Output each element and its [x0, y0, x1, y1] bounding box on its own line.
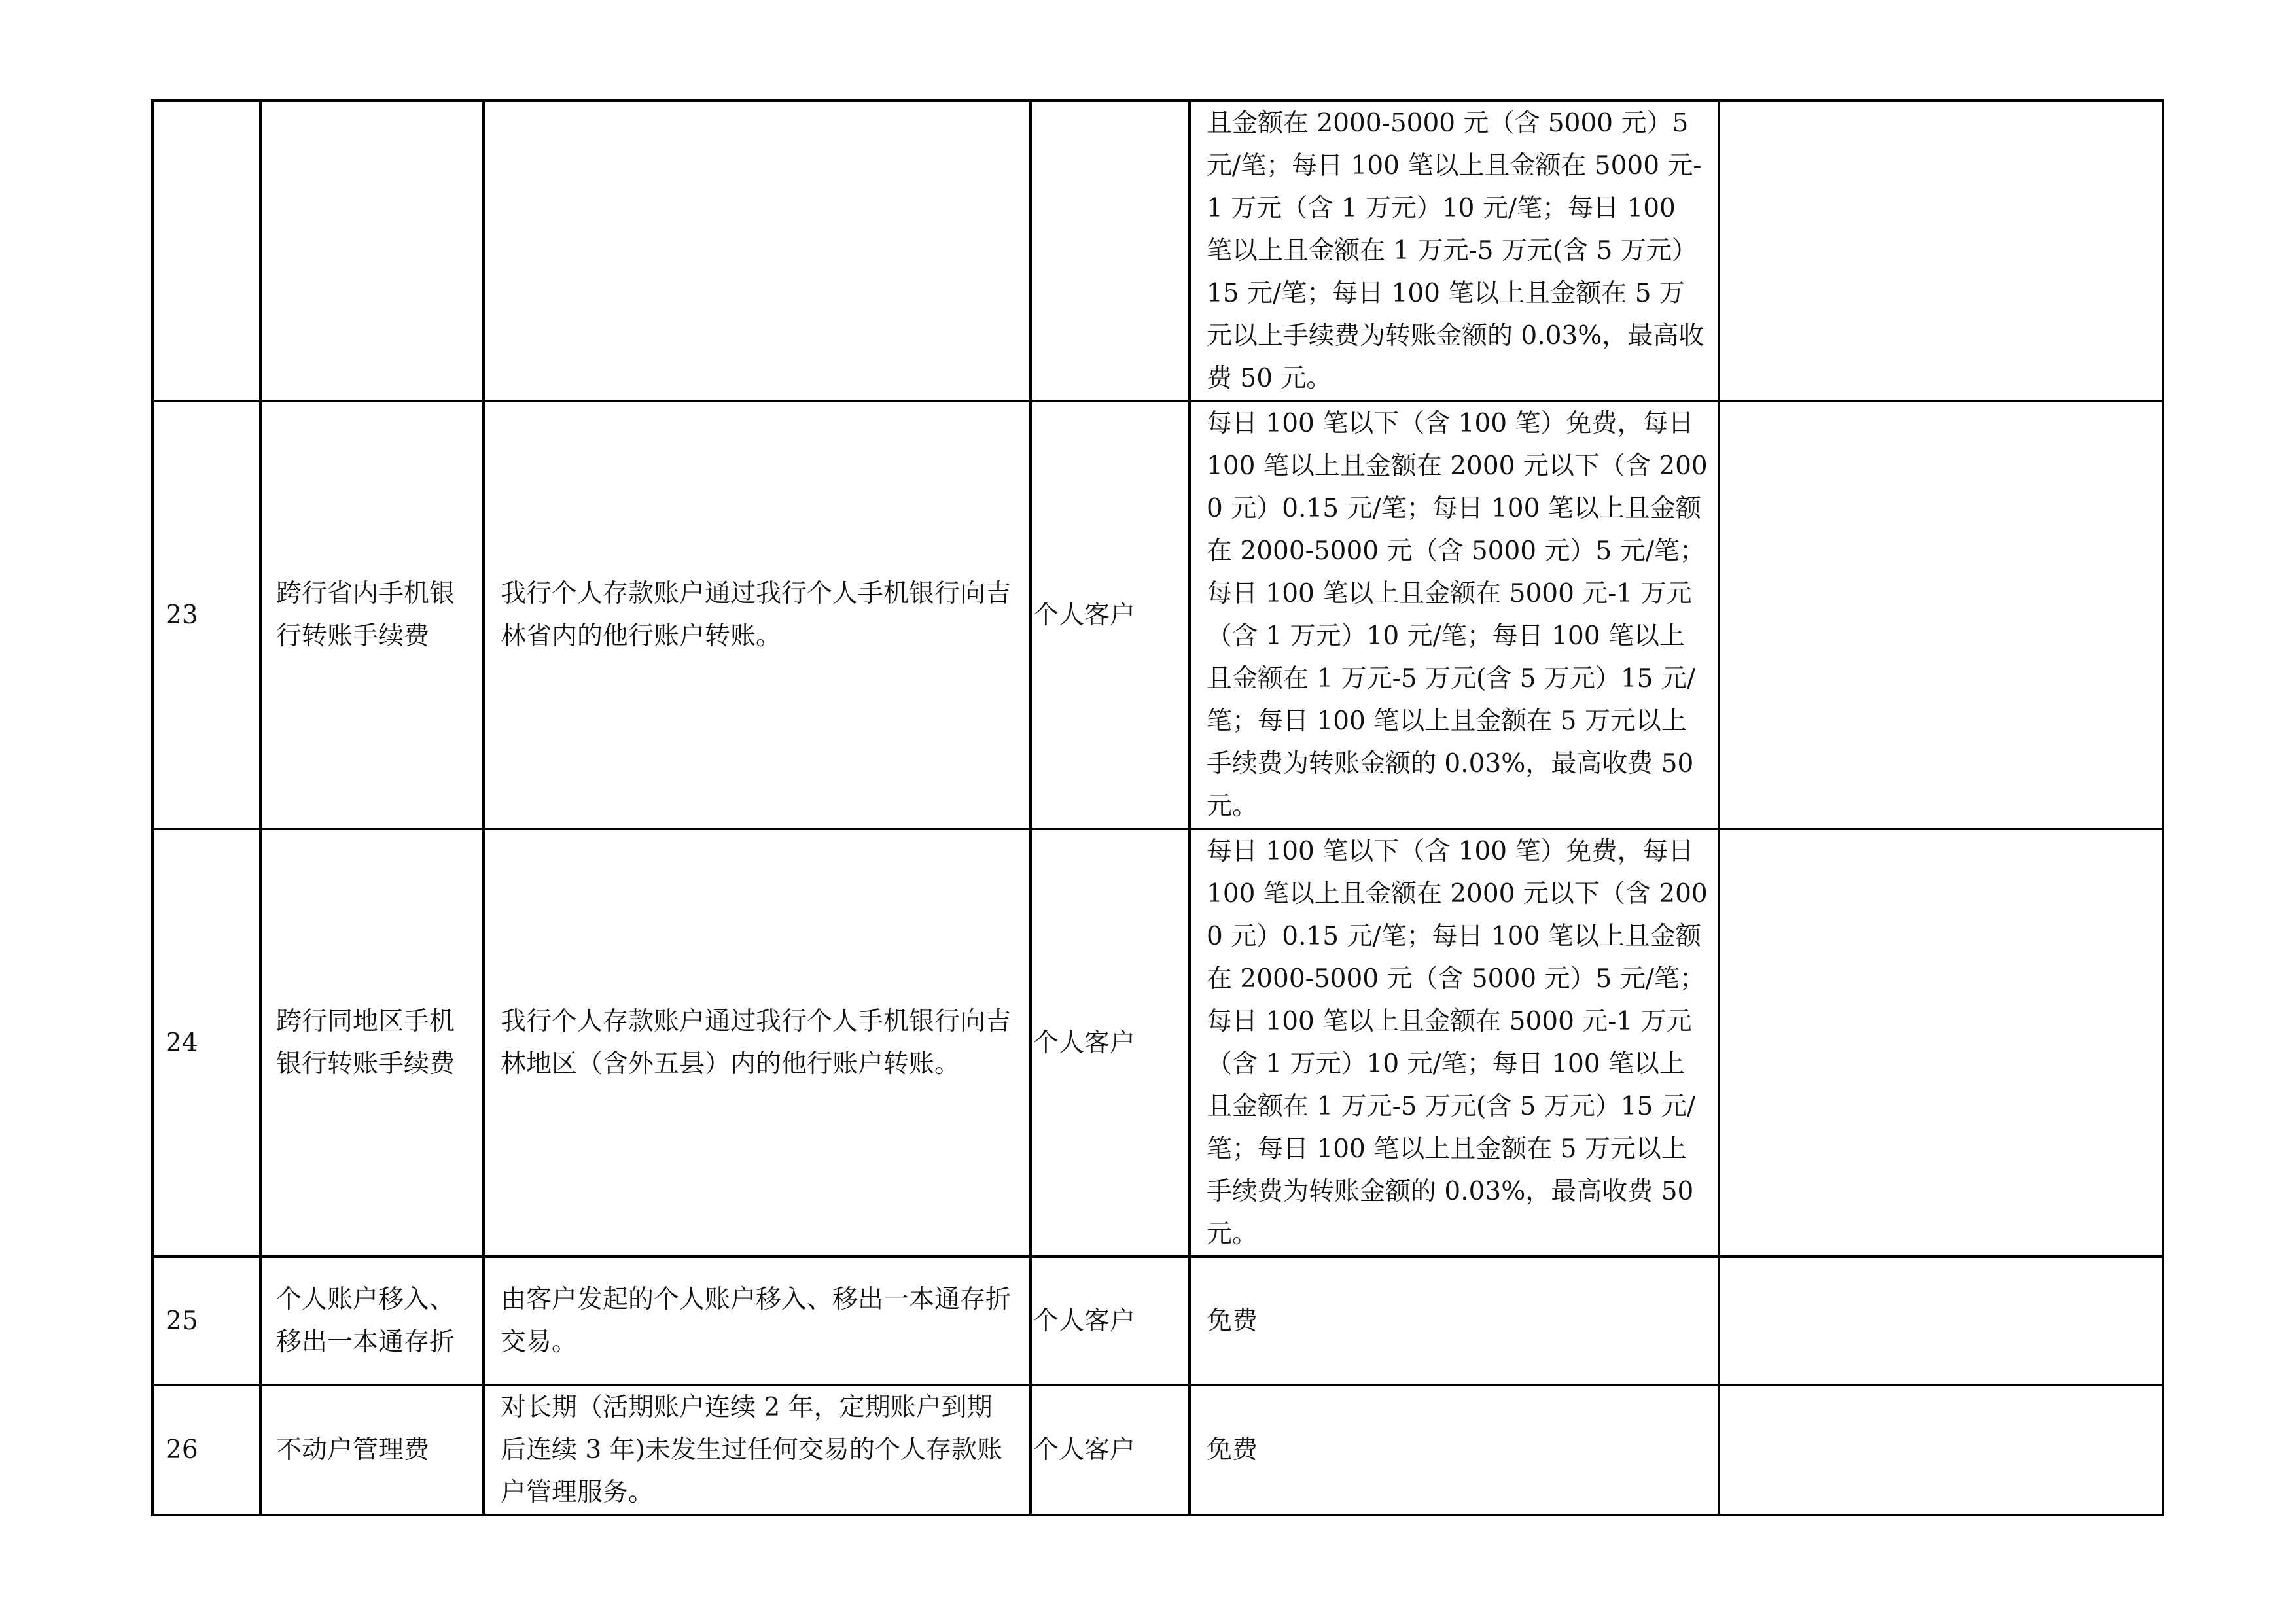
note-cell: [1719, 101, 2163, 401]
row-number-cell: [152, 101, 260, 401]
row-number-cell: 23: [152, 401, 260, 829]
fee-schedule-table: [151, 99, 2164, 1516]
fee-standard-cell: 每日 100 笔以下（含 100 笔）免费，每日 100 笔以上且金额在 2000 元以下（含 2000 元）0.15 元/笔；每日 100 笔以上且金额在 2000-5000 元（含 5000 元）5 元/笔；每日 100 笔以上且金额在 5000 元-1 万元（含 1 万元）10 元/笔；每日 100 笔以上且金额在 1 万元-5 万元(含 5 万元）15 元/笔；每日 100 笔以上且金额在 5 万元以上手续费为转账金额的 0.03%，最高收费 50 元。: [1190, 829, 1719, 1257]
table-row: [152, 1257, 2163, 1385]
fee-name-cell: 不动户管理费: [260, 1385, 484, 1515]
row-number-cell: 26: [152, 1385, 260, 1515]
fee-standard-cell: 每日 100 笔以下（含 100 笔）免费，每日 100 笔以上且金额在 2000 元以下（含 2000 元）0.15 元/笔；每日 100 笔以上且金额在 2000-5000 元（含 5000 元）5 元/笔；每日 100 笔以上且金额在 5000 元-1 万元（含 1 万元）10 元/笔；每日 100 笔以上且金额在 1 万元-5 万元(含 5 万元）15 元/笔；每日 100 笔以上且金额在 5 万元以上手续费为转账金额的 0.03%，最高收费 50 元。: [1190, 401, 1719, 829]
fee-standard-cell: 免费: [1190, 1257, 1719, 1385]
service-description-cell: 我行个人存款账户通过我行个人手机银行向吉林地区（含外五县）内的他行账户转账。: [484, 829, 1031, 1257]
fee-standard-cell: 免费: [1190, 1385, 1719, 1515]
note-cell: [1719, 401, 2163, 829]
row-number-cell: 24: [152, 829, 260, 1257]
fee-name-cell: 跨行省内手机银行转账手续费: [260, 401, 484, 829]
target-customer-cell: 个人客户: [1031, 829, 1190, 1257]
target-customer-cell: 个人客户: [1031, 1385, 1190, 1515]
fee-name-cell: [260, 101, 484, 401]
table-row: [152, 401, 2163, 829]
target-customer-cell: 个人客户: [1031, 1257, 1190, 1385]
target-customer-cell: [1031, 101, 1190, 401]
service-description-cell: 由客户发起的个人账户移入、移出一本通存折交易。: [484, 1257, 1031, 1385]
service-description-cell: 对长期（活期账户连续 2 年，定期账户到期后连续 3 年)未发生过任何交易的个人存款账户管理服务。: [484, 1385, 1031, 1515]
fee-name-cell: 个人账户移入、移出一本通存折: [260, 1257, 484, 1385]
target-customer-cell: 个人客户: [1031, 401, 1190, 829]
fee-standard-cell: 且金额在 2000-5000 元（含 5000 元）5 元/笔；每日 100 笔以上且金额在 5000 元-1 万元（含 1 万元）10 元/笔；每日 100 笔以上且金额在 1 万元-5 万元(含 5 万元）15 元/笔；每日 100 笔以上且金额在 5 万元以上手续费为转账金额的 0.03%，最高收费 50 元。: [1190, 101, 1719, 401]
fee-name-cell: 跨行同地区手机银行转账手续费: [260, 829, 484, 1257]
service-description-cell: 我行个人存款账户通过我行个人手机银行向吉林省内的他行账户转账。: [484, 401, 1031, 829]
service-description-cell: [484, 101, 1031, 401]
row-number-cell: 25: [152, 1257, 260, 1385]
table-row: [152, 1385, 2163, 1515]
table-row: [152, 829, 2163, 1257]
note-cell: [1719, 1385, 2163, 1515]
table-row: [152, 101, 2163, 401]
note-cell: [1719, 829, 2163, 1257]
note-cell: [1719, 1257, 2163, 1385]
